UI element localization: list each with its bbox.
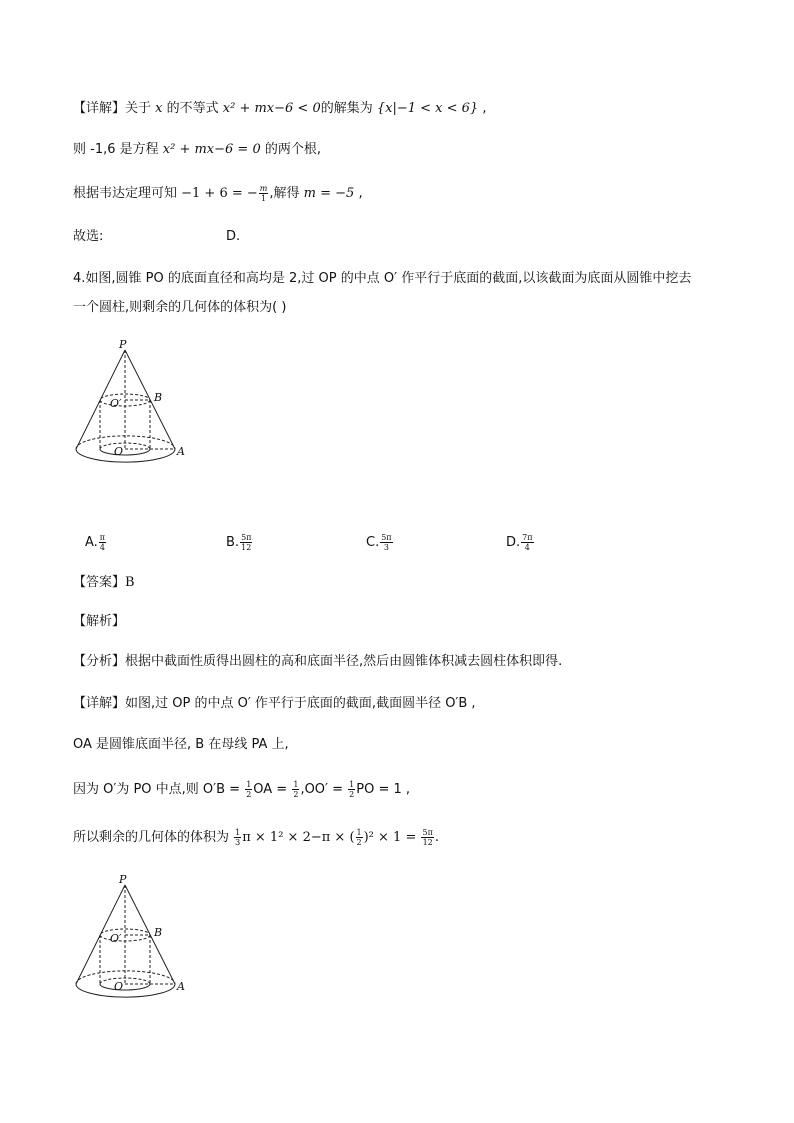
fraction-numerator: 5π	[241, 533, 252, 542]
label-A: A	[177, 980, 185, 993]
label-A: A	[177, 445, 185, 458]
detail-text: 的解集为	[320, 101, 377, 116]
answer-tag: 【答案】	[73, 575, 126, 590]
volume-expression: π × 1² × 2−π × (	[242, 830, 355, 845]
vieta-expression: −1 + 6 = −	[181, 186, 258, 201]
option-fraction	[380, 533, 392, 552]
fraction-denominator: 3	[383, 543, 389, 552]
label-B: B	[154, 926, 163, 939]
fraction-denominator: 12	[422, 838, 433, 847]
fraction-half	[292, 780, 299, 799]
fraction-numerator: 1	[356, 828, 362, 837]
detail2-line-4	[73, 828, 439, 847]
fraction-denominator: 12	[241, 543, 252, 552]
fraction-denominator: 1	[261, 194, 267, 203]
label-B: B	[154, 391, 163, 404]
detail-text: 则 -1,6 是方程	[73, 142, 163, 157]
label-O: O	[114, 980, 124, 993]
question-4-line-1: 4.如图,圆锥 PO 的底面直径和高均是 2,过 OP 的中点 O′ 作平行于底面的截面,以该截面为底面从圆锥中挖去	[73, 271, 692, 286]
detail-text: ,	[478, 101, 487, 116]
label-P: P	[119, 338, 127, 351]
fraction-numerator: π	[99, 533, 106, 542]
detail-line-2	[73, 141, 321, 159]
option-letter: A.	[85, 535, 98, 550]
answer-line	[73, 574, 135, 592]
detail-text: PO = 1 ,	[356, 782, 411, 797]
option-letter: C.	[366, 535, 380, 550]
equation: x² + mx−6 = 0	[162, 142, 261, 157]
cone-figure-2	[70, 873, 200, 1003]
fraction-denominator: 3	[235, 838, 241, 847]
label-O: O	[114, 445, 124, 458]
fraction-numerator: 1	[235, 828, 241, 837]
option-a	[85, 533, 107, 552]
fraction-numerator: m	[259, 184, 268, 193]
option-c	[366, 533, 394, 552]
label-P: P	[119, 873, 127, 886]
detail-tag: 【详解】	[73, 696, 126, 711]
detail2-line-2: OA 是圆锥底面半径, B 在母线 PA 上,	[73, 737, 289, 752]
detail-line-3	[73, 184, 363, 203]
volume-expression: )² × 1 =	[363, 830, 421, 845]
label-O-prime: O′	[110, 397, 122, 410]
fraction-half	[348, 780, 355, 799]
fraction-denominator: 2	[349, 790, 355, 799]
fraction-numerator: 5π	[422, 828, 433, 837]
detail-text: 的不等式	[162, 101, 223, 116]
cone-figure	[70, 338, 200, 468]
label-O-prime: O′	[110, 932, 122, 945]
detail-text: .	[434, 830, 439, 845]
option-fraction	[99, 533, 106, 552]
solution-set: {x|−1 < x < 6}	[376, 101, 479, 116]
option-d	[506, 533, 535, 552]
fraction-half	[356, 828, 363, 847]
fraction-numerator: 1	[246, 780, 252, 789]
detail-text: 关于	[125, 101, 156, 116]
fraction-numerator: 7π	[522, 533, 533, 542]
analysis-tag: 【分析】	[73, 654, 126, 669]
detail-text: OA =	[253, 782, 292, 797]
fraction-denominator: 4	[524, 543, 530, 552]
detail-text: ,OO′ =	[300, 782, 348, 797]
fraction-third	[234, 828, 241, 847]
fraction-half	[245, 780, 252, 799]
result-m: m = −5	[303, 186, 355, 201]
fraction-denominator: 2	[356, 838, 362, 847]
inequality: x² + mx−6 < 0	[222, 101, 321, 116]
detail-text: 的两个根,	[260, 142, 321, 157]
question-4-line-2: 一个圆柱,则剩余的几何体的体积为( )	[73, 300, 287, 315]
fraction-numerator: 1	[349, 780, 355, 789]
detail2-line-1	[73, 695, 476, 713]
fraction	[259, 184, 269, 203]
analysis-header: 【解析】	[73, 614, 126, 629]
fraction-denominator: 2	[246, 790, 252, 799]
detail-line-1	[73, 100, 486, 118]
fraction-numerator: 5π	[381, 533, 392, 542]
detail-text: 如图,过 OP 的中点 O′ 作平行于底面的截面,截面圆半径 O′B ,	[125, 696, 476, 711]
choice-label: 故选:	[73, 229, 104, 244]
analysis-text: 根据中截面性质得出圆柱的高和底面半径,然后由圆锥体积减去圆柱体积即得.	[125, 654, 563, 669]
variable-x: x	[155, 101, 163, 116]
detail-tag: 【详解】	[73, 101, 126, 116]
detail-text: 所以剩余的几何体的体积为	[73, 830, 234, 845]
option-b	[226, 533, 253, 552]
answer-value: B	[125, 575, 135, 590]
detail-text: 根据韦达定理可知	[73, 186, 182, 201]
analysis-line	[73, 653, 562, 671]
option-letter: B.	[226, 535, 240, 550]
detail-text: ,解得	[269, 186, 304, 201]
option-fraction	[240, 533, 252, 552]
option-fraction	[521, 533, 533, 552]
option-letter: D.	[506, 535, 521, 550]
detail2-line-3	[73, 780, 410, 799]
choice-answer: D.	[226, 229, 241, 244]
fraction-denominator: 4	[99, 543, 105, 552]
fraction-result	[421, 828, 433, 847]
fraction-denominator: 2	[293, 790, 299, 799]
detail-text: 因为 O′为 PO 中点,则 O′B =	[73, 782, 245, 797]
detail-text: ,	[354, 186, 363, 201]
detail-line-4	[73, 228, 103, 246]
fraction-numerator: 1	[293, 780, 299, 789]
